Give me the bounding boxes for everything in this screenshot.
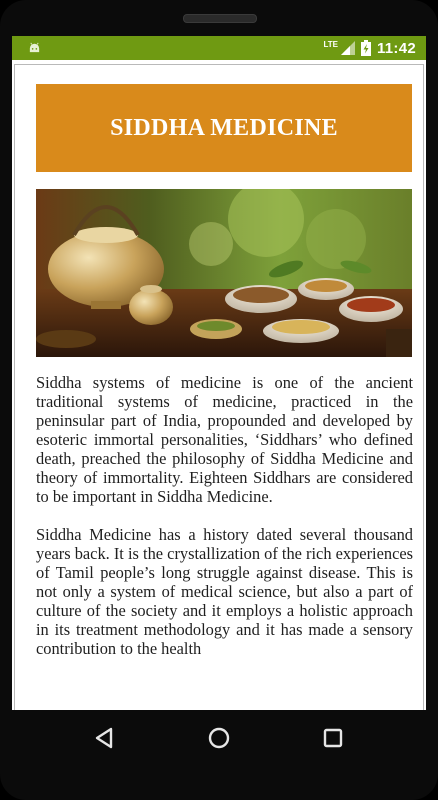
article-paragraph: Siddha Medicine has a history dated several thousand years back. It is the crystallization of the rich experiences of Tamil people’s long struggle against disease. This is not only a system of medical science, but also a part of culture of the society and it employs a holistic approach in its treatment methodology and it has made a sensory contribution to the health xyxy=(36,525,413,658)
battery-charging-icon xyxy=(361,40,371,56)
android-debug-icon xyxy=(28,41,41,54)
home-icon[interactable] xyxy=(205,724,233,752)
back-icon[interactable] xyxy=(90,724,118,752)
app-screen[interactable] xyxy=(12,60,426,710)
page-title: SIDDHA MEDICINE xyxy=(110,114,338,141)
article-body xyxy=(36,373,413,677)
earpiece-speaker xyxy=(183,14,257,23)
title-banner xyxy=(36,84,412,172)
recents-icon[interactable] xyxy=(319,724,347,752)
navigation-bar xyxy=(0,710,438,766)
article-paragraph: Siddha systems of medicine is one of the ancient traditional systems of medicine, practiced in the peninsular part of India, propounded and developed by esoteric immortal personalities, ‘Siddhars’ who defined death, preached the philosophy of Siddha Medicine and theory of immortality. Eighteen Siddhars are considered to be important in Siddha Medicine. xyxy=(36,373,413,506)
hero-image xyxy=(36,189,412,357)
clock: 11:42 xyxy=(376,39,416,57)
status-bar xyxy=(12,36,426,60)
network-type-label: LTE xyxy=(323,39,338,49)
signal-icon xyxy=(341,41,355,55)
